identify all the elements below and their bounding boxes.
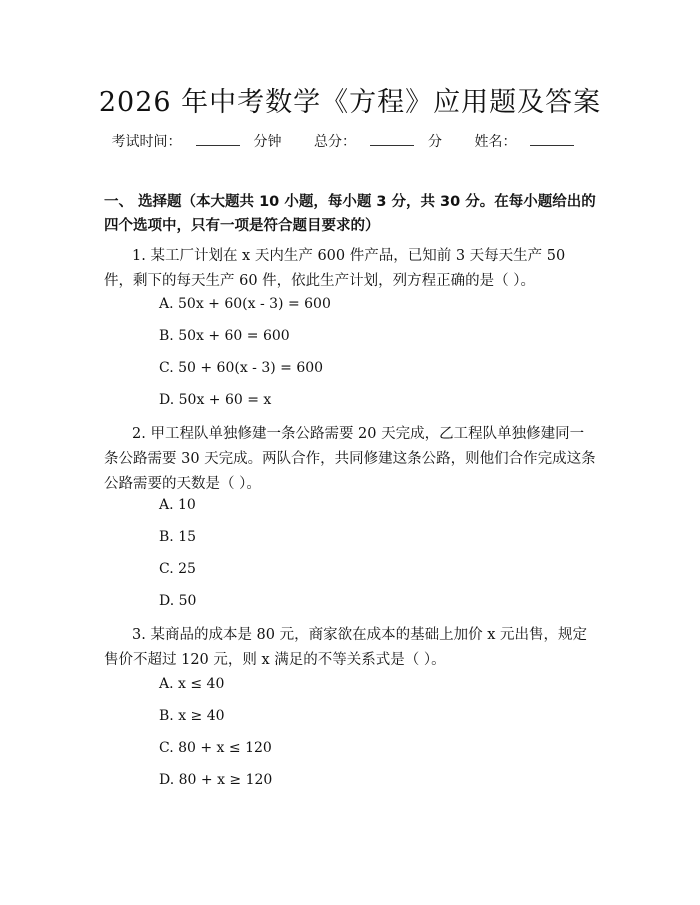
question-3: 3. 某商品的成本是 80 元，商家欲在成本的基础上加价 x 元出售，规定售价不超过 120 元，则 x 满足的不等关系式是（ ）。 [104, 627, 588, 668]
score-unit: 分 [428, 134, 442, 150]
name-field [474, 131, 588, 151]
time-unit: 分钟 [253, 134, 282, 150]
name-label: 姓名： [474, 134, 517, 150]
question-1-option-a: A. 50x + 60(x - 3) = 600 [159, 296, 331, 312]
score-label: 总分： [314, 134, 356, 150]
question-1-option-c: C. 50 + 60(x - 3) = 600 [159, 360, 324, 376]
question-2-option-b: B. 15 [159, 529, 197, 545]
name-blank [530, 133, 574, 146]
question-1-option-d: D. 50x + 60 = x [159, 392, 272, 408]
exam-meta [0, 131, 700, 151]
question-2: 2. 甲工程队单独修建一条公路需要 20 天完成，乙工程队单独修建同一条公路需要 30 天完成。两队合作，共同修建这条公路，则他们合作完成这条公路需要的天数是（ ）。 [104, 426, 596, 492]
question-3-option-b: B. x ≥ 40 [159, 708, 225, 724]
question-2-option-d: D. 50 [159, 593, 197, 609]
question-3-option-c: C. 80 + x ≤ 120 [159, 740, 272, 756]
section-heading: 一、 选择题（本大题共 10 小题，每小题 3 分，共 30 分。在每小题给出的四个选项中，只有一项是符合题目要求的） [104, 194, 596, 234]
time-label: 考试时间： [111, 134, 182, 150]
question-3-option-a: A. x ≤ 40 [159, 676, 225, 692]
question-2-option-c: C. 25 [159, 561, 196, 577]
score-blank [370, 133, 414, 146]
time-blank [196, 133, 240, 146]
question-2-option-a: A. 10 [159, 497, 196, 513]
question-1: 1. 某工厂计划在 x 天内生产 600 件产品，已知前 3 天每天生产 50 件，剩下的每天生产 60 件，依此生产计划，列方程正确的是（ ）。 [104, 248, 566, 289]
score-field [314, 131, 442, 151]
page-title: 2026 年中考数学《方程》应用题及答案 [98, 87, 602, 118]
question-3-option-d: D. 80 + x ≥ 120 [159, 772, 273, 788]
time-field [112, 131, 282, 151]
question-1-option-b: B. 50x + 60 = 600 [159, 328, 290, 344]
